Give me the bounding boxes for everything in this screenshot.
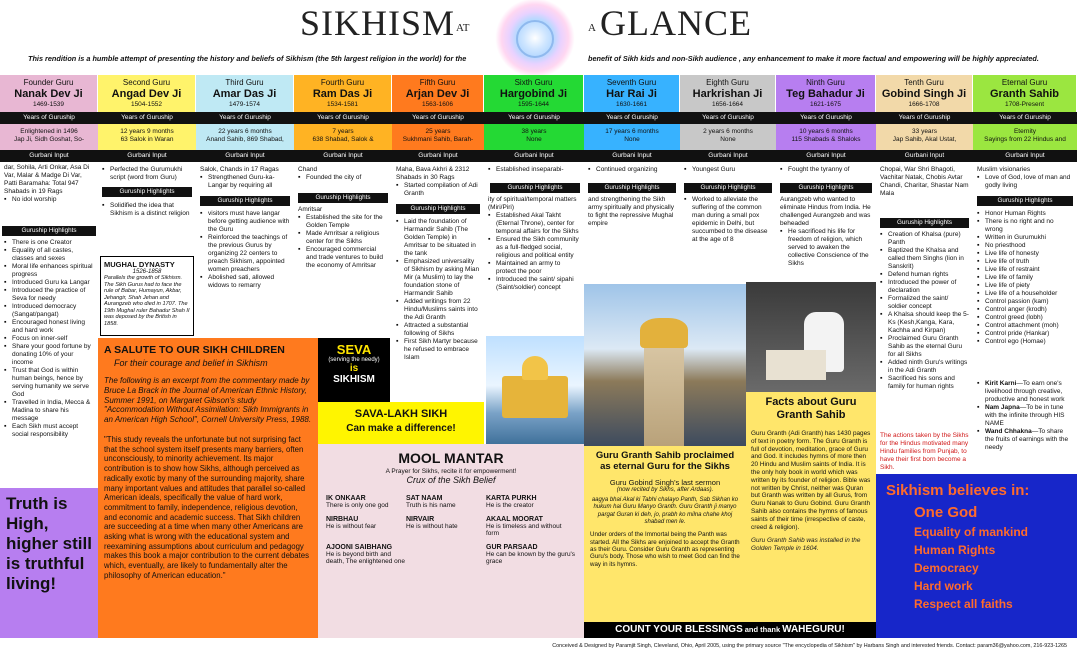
believes-item: Respect all faiths	[914, 597, 1013, 611]
guru-header-4	[294, 75, 392, 112]
col1-highlights	[0, 237, 98, 487]
years-cell: 38 years None	[484, 124, 584, 150]
col6-input: ▪ Established inseparabi-	[484, 164, 584, 182]
years-cell: 7 years 638 Shabad, Salok &	[294, 124, 392, 150]
guru-dates: 1621-1675	[809, 101, 842, 108]
blessings-bar: COUNT YOUR BLESSINGS and thank WAHEGURU!	[584, 622, 876, 638]
guru-dates: 1469-1539	[32, 101, 65, 108]
believes-list	[886, 503, 1067, 613]
highlight-item: ▪ Each Sikh must accept social responsibility	[4, 423, 94, 439]
guru-dates: 1563-1606	[421, 101, 454, 108]
highlight-item: ▪ Focus on inner-self	[4, 335, 94, 343]
highlight-item: ▪ Creation of Khalsa (pure) Panth	[880, 231, 969, 247]
highlight-item: ▪ Equality of all castes, classes and sexes	[4, 247, 94, 263]
highlight-item: ▪ Control attachment (moh)	[977, 322, 1073, 330]
mool-term-title: KARTA PURKH	[486, 495, 537, 502]
col8-highlights-label: Guruship Highlights	[684, 183, 772, 193]
guru-dates: 1656-1664	[711, 101, 744, 108]
guru-name: Angad Dev Ji	[111, 88, 182, 100]
years-cell: 2 years 6 months None	[680, 124, 776, 150]
title-sikhism: SIKHISM	[300, 3, 456, 43]
highlight-item: ▪ Emphasized universality of Sikhism by asking Mian Mir (a Muslim) to lay the foundation stone of Harmandir Sahib	[396, 258, 480, 298]
sermon-title: Guru Gobind Singh's last sermon	[609, 478, 721, 487]
mool-term-desc: He is timeless and without form	[486, 522, 562, 537]
years-label: Years of Guruship	[219, 114, 271, 121]
believes-item: Democracy	[914, 561, 979, 575]
years-cell: Eternity Sayings from 22 Hindus and	[973, 124, 1077, 150]
highlight-item: ▪ Encouraged commercial and trade ventures to build the economy of Amritsar	[298, 246, 388, 270]
years-label: Years of Guruship	[702, 114, 754, 121]
input-label: Gurbani Input	[418, 152, 458, 159]
mool-term-desc: He is beyond birth and death, The enlightened one	[326, 550, 406, 565]
believes-title: Sikhism believes in:	[886, 482, 1030, 499]
input-label: Gurbani Input	[1005, 152, 1045, 159]
mool-term-title: AKAAL MOORAT	[486, 515, 543, 523]
mool-title: MOOL MANTAR	[398, 450, 504, 466]
guru-name: Nanak Dev Ji	[14, 88, 83, 100]
highlight-item: ▪ Proclaimed Guru Granth Sahib as the eternal Guru for all Sikhs	[880, 335, 969, 359]
highlight-item: ▪ Encouraged honest living and hard work	[4, 319, 94, 335]
mool-term	[326, 516, 406, 538]
mool-term-desc: Truth is his name	[406, 502, 456, 509]
col9-highlights: Aurangzeb who wanted to eliminate Hindus from India. He challenged Aurangzeb and was beheaded ▪ He sacrificed his life for freedom of religion, which served to awaken the collective Conscience of the Sikhs	[776, 194, 876, 274]
highlight-item: ▪ No priesthood	[977, 242, 1073, 250]
col2-highlights-label: Guruship Highlights	[102, 187, 192, 197]
col7-highlights: and strengthening the Sikh army spiritually and physically to fight the repressive Mughal empire	[588, 196, 674, 227]
mool-term-desc: He can be known by the guru's grace	[486, 550, 576, 565]
salute-subtitle: For their courage and belief in Sikhism	[114, 358, 268, 368]
seva-sub: (serving the needy)	[328, 357, 380, 363]
years-label: Years of Guruship	[800, 114, 852, 121]
facts-installed: Guru Granth Sahib was installed in the Golden Temple in 1604.	[751, 537, 861, 553]
mool-term	[406, 544, 486, 566]
highlight-item: ▪ Live life of truth	[977, 258, 1073, 266]
guru-ordinal: Sixth Guru	[514, 78, 553, 87]
years-cell: Enlightened in 1496 Jap Ji, Sidh Goshat, So-	[0, 124, 98, 150]
highlight-item: ▪ Reinforced the teachings of the previous Gurus by organizing 22 centers to preach Sikhism, appointed women preachers	[200, 234, 290, 274]
title-a: A	[588, 22, 596, 34]
mool-term-title: IK ONKAAR	[326, 495, 366, 502]
col11-highlights-label: Guruship Highlights	[977, 196, 1073, 206]
mughal-dates: 1526-1858	[132, 269, 162, 275]
col3-input: Salok, Chands in 17 Ragas ▪ Strengthened Guru-ka-Langar by requiring all	[196, 164, 294, 194]
guru-name: Har Rai Ji	[606, 88, 657, 100]
highlight-item: ▪ A Khalsa should keep the 5-Ks (Kesh,Kanga, Kara, Kachha and Kirpan)	[880, 311, 969, 335]
mool-term-title: SAT NAAM	[406, 495, 443, 502]
highlight-item: ▪ There is no right and no wrong	[977, 218, 1073, 234]
mool-term	[406, 495, 486, 510]
guru-ordinal: Eternal Guru	[1001, 78, 1048, 87]
salute-quote: "This study reveals the unfortunate but not surprising fact that the school system itself presents many barriers, often unconsciously, to minority achievement. Its major contribution is to show how Sikhs, although perceived as radically exotic by many of the surrounding majority, share many important values and attitudes that parallel so-called American ideals, specifically the value of hard work, commitment to family, independence, religious devotion, and economic and academic success. That Sikh children are succeeding at a time when many other Americans are asking what is wrong with the educational system and reexamining assumptions about curriculum and pedagogy makes this book a major contribution to the current debates which, eventually, are likely to fundamentally alter the philosophy of American education."	[104, 434, 309, 580]
guru-dates: 1534-1581	[326, 101, 359, 108]
highlight-item: ▪ Live life of family	[977, 274, 1073, 282]
highlight-item: ▪ Established the site for the Golden Temple	[298, 214, 388, 230]
believes-item: Hard work	[914, 579, 973, 593]
mool-term-desc: There is only one god	[326, 502, 389, 509]
golden-temple-photo	[486, 336, 584, 446]
col10-highlights	[876, 229, 973, 429]
band-years	[0, 112, 1077, 124]
col10-input: Chopai, War Shri Bhagoti, Vachitar Natak, Chobis Avtar Chandi, Charitar, Shastar Nam Mala	[880, 166, 969, 197]
highlight-item: ▪ First Sikh Martyr because he refused to embrace Islam	[396, 338, 480, 362]
guru-name: Amar Das Ji	[212, 88, 277, 100]
guru-dates: 1504-1552	[130, 101, 163, 108]
col4-highlights-label: Guruship Highlights	[298, 193, 388, 203]
years-label: Years of Guruship	[317, 114, 369, 121]
col4-highlights: Amritsar ▪ Established the site for the Golden Temple ▪ Made Amritsar a religious center for the Sikhs ▪ Encouraged commercial and trade ventures to build the economy of Amritsar	[294, 204, 392, 324]
col11-kirit: ▪ Kirit Karni—To earn one's livelihood through creative, productive and honest work ▪ Nam Japna—To be in tune with the infinite through HIS NAME ▪ Wand Chhakna—To share the fruits of earnings with the needy	[973, 378, 1077, 468]
mool-terms	[326, 495, 576, 566]
guru-name: Ram Das Ji	[312, 88, 373, 100]
mool-term	[486, 544, 576, 566]
truth-box	[0, 488, 98, 638]
mool-prayer: A Prayer for Sikhs, recite it for empowerment!	[385, 468, 517, 475]
footer: Conceived & Designed by Paramjit Singh, Cleveland, Ohio, April 2005, using the primary source "The encyclopedia of Sikhism" by Harbans Singh and interested friends. Contact: param36@yahoo.com, 216-923-1265	[0, 638, 1077, 656]
col7-highlights-label: Guruship Highlights	[588, 183, 676, 193]
highlight-item: ▪ Control ego (Homae)	[977, 338, 1073, 346]
proclaimed-box	[584, 446, 746, 622]
col9-highlights-label: Guruship Highlights	[780, 183, 872, 193]
mool-term	[326, 544, 406, 566]
highlight-item: ▪ Trust that God is within human beings, hence by serving humanity we serve God	[4, 367, 94, 399]
guru-ordinal: Second Guru	[122, 78, 171, 87]
mool-term	[486, 516, 576, 538]
seva-title: SEVA	[336, 342, 372, 357]
facts-title: Facts about Guru Granth Sahib	[765, 396, 857, 421]
guru-name: Gobind Singh Ji	[881, 88, 967, 100]
salute-title: A SALUTE TO OUR SIKH CHILDREN	[104, 344, 285, 356]
band-input	[0, 150, 1077, 162]
savalakh-title: SAVA-LAKH SIKH	[354, 408, 448, 420]
guru-ordinal: Third Guru	[225, 78, 264, 87]
guru-name: Granth Sahib	[989, 88, 1060, 100]
guru-header-2	[98, 75, 196, 112]
input-label: Gurbani Input	[29, 152, 69, 159]
col2-highlights: ▪ Solidified the idea that Sikhism is a distinct religion	[98, 200, 196, 248]
col9-input: ▪ Fought the tyranny of	[776, 164, 876, 182]
guru-ordinal: Seventh Guru	[606, 78, 657, 87]
highlight-item: ▪ Established Akal Takht (Eternal Throne), center for temporal affairs for the Sikhs	[488, 212, 580, 236]
facts-box	[746, 392, 876, 622]
input-label: Gurbani Input	[323, 152, 363, 159]
col6-highlights-label: Guruship Highlights	[490, 183, 580, 193]
col3-highlights	[196, 208, 294, 308]
mool-term	[486, 495, 576, 510]
guru-name: Arjan Dev Ji	[405, 88, 470, 100]
guru-header-11	[973, 75, 1077, 112]
mool-term-title: NIRVAIR	[406, 515, 435, 523]
col10-highlights-label: Guruship Highlights	[880, 218, 969, 228]
mughal-text: Parallels the growth of Sikhism. The Sikh Gurus had to face the rule of Babar, Humayun, Akbar, Jehangir, Shah Jehan and Aurangzeb who died in 1707. The 19th Mughal ruler Bahadur Shah II was deposed by the British in 1858.	[104, 275, 190, 327]
years-label: Years of Guruship	[999, 114, 1051, 121]
guru-header-10	[876, 75, 973, 112]
years-cell: 25 years Sukhmani Sahib, Barah-	[392, 124, 484, 150]
input-label: Gurbani Input	[225, 152, 265, 159]
sermon-sub: (now recited by Sikhs, after Ardaas).	[616, 487, 714, 493]
guru-name: Teg Bahadur Ji	[786, 88, 865, 100]
col5-highlights	[392, 216, 484, 376]
col4-input: Chand ▪ Founded the city of	[294, 164, 392, 192]
highlight-item: ▪ Live life of a householder	[977, 290, 1073, 298]
highlight-item: ▪ visitors must have langar before getting audience with the Guru	[200, 210, 290, 234]
mughal-dynasty-box	[100, 256, 194, 336]
guru-header-5	[392, 75, 484, 112]
granth-reader-photo	[746, 282, 876, 392]
highlight-item: ▪ Baptized the Khalsa and called them Singhs (lion in Sanskrit)	[880, 247, 969, 271]
guru-dates: 1479-1574	[228, 101, 261, 108]
highlight-item: ▪ Written in Gurumukhi	[977, 234, 1073, 242]
col8-highlights: ▪ Worked to alleviate the suffering of the common man during a small pox epidemic in Delhi, but succumbed to the disease at the age of 8	[680, 194, 776, 254]
salute-excerpt: The following is an excerpt from the commentary made by Bruce La Brack in the Journal of American Ethnic History, Summer 1991, on Margaret Gibson's study "Accommodation Without Assimilation: Sikh Immigrants in an American High School", Cornell University Press, 1988.	[104, 376, 312, 425]
highlight-item: ▪ Travelled in India, Mecca & Madina to share his message	[4, 399, 94, 423]
years-label: Years of Guruship	[23, 114, 75, 121]
highlight-item: ▪ Live life of piety	[977, 282, 1073, 290]
years-label: Years of Guruship	[508, 114, 560, 121]
years-label: Years of Guruship	[898, 114, 951, 121]
mool-mantar-box	[318, 444, 584, 638]
guru-ordinal: Fourth Guru	[320, 78, 365, 87]
mool-term-title: AJOONI SAIBHANG	[326, 543, 393, 551]
highlight-item: ▪ Control anger (krodh)	[977, 306, 1073, 314]
highlight-item: ▪ Attracted a substantial following of Sikhs	[396, 322, 480, 338]
guru-ordinal: Eighth Guru	[706, 78, 749, 87]
years-cell: 22 years 6 months Anand Sahib, 869 Shabad,	[196, 124, 294, 150]
years-cell: 17 years 6 months None	[584, 124, 680, 150]
input-label: Gurbani Input	[806, 152, 846, 159]
highlight-item: ▪ Introduced the saint/ sipahi (Saint/soldier) concept	[488, 276, 580, 292]
input-label: Gurbani Input	[708, 152, 748, 159]
seva-box	[318, 338, 390, 402]
years-cell: 33 years Jap Sahib, Akal Ustat,	[876, 124, 973, 150]
col8-input: ▪ Youngest Guru	[680, 164, 776, 182]
guru-header-1	[0, 75, 98, 112]
savalakh-sub: Can make a difference!	[346, 423, 456, 434]
col7-input: ▪ Continued organizing	[584, 164, 680, 182]
mughal-title: MUGHAL DYNASTY	[104, 260, 175, 269]
title-glance: GLANCE	[600, 3, 752, 43]
col5-highlights-label: Guruship Highlights	[396, 204, 480, 214]
highlight-item: ▪ Laid the foundation of Harmandir Sahib (The Golden Temple) in Amritsar to be situated in the tank	[396, 218, 480, 258]
years-cell: 12 years 9 months 63 Salok in Waran	[98, 124, 196, 150]
highlight-item: ▪ Control pride (Hankar)	[977, 330, 1073, 338]
guru-header-7	[584, 75, 680, 112]
believes-item: Equality of mankind	[914, 525, 1029, 539]
highlight-item: ▪ Control greed (lobh)	[977, 314, 1073, 322]
col1-input: dar, Sohila, Arti Onkar, Asa Di Var, Malar & Madge Di Var, Patti Baramaha: Total 947 Shabads in 19 Rags ▪ No idol worship	[0, 162, 98, 220]
col11-input: Muslim visionaries ▪ Love of God, love of man and godly living	[973, 164, 1077, 194]
highlight-item: ▪ Added writings from 22 Hindu/Muslims saints into the Adi Granth	[396, 298, 480, 322]
highlight-item: ▪ Ensured the Sikh community as a full-fledged social, religious and political entity	[488, 236, 580, 260]
col3-highlights-label: Guruship Highlights	[200, 196, 290, 206]
guru-ordinal: Ninth Guru	[806, 78, 845, 87]
years-label: Years of Guruship	[606, 114, 658, 121]
col10-red-note: The actions taken by the Sikhs for the Hindus motivated many Hindu families from Punjab, to have their first born become a Sikh.	[880, 432, 969, 471]
highlight-item: ▪ Introduced the power of declaration	[880, 279, 969, 295]
facts-body: Guru Granth (Adi Granth) has 1430 pages of text in poetry form. The Guru Granth is full of devotion, meditation, grace of Guru and God. It includes hymns of more then 20 Hindu and Muslim saints of India. It is the only holy book in world which was written by its founder of religion. Bible was not written by Christ, neither was Quran but Granth was written by all Gurus, from Guru Nanak to Guru Gobind. Guru Granth Sahib also contains the hymns of famous saints of their time (irrespective of caste, creed & religion).	[751, 430, 871, 531]
seva-sikhism: SIKHISM	[333, 374, 375, 385]
seva-is: is	[349, 363, 359, 374]
believes-item: One God	[914, 504, 978, 521]
proclaimed-title: Guru Granth Sahib proclaimed as eternal Guru for the Sikhs	[595, 450, 735, 472]
highlight-item: ▪ Abolished sati, allowed widows to remarry	[200, 274, 290, 290]
guru-ordinal: Tenth Guru	[904, 78, 944, 87]
mandala-emblem-image	[486, 0, 584, 76]
guru-name: Hargobind Ji	[499, 88, 568, 100]
highlight-item: ▪ Defend human rights	[880, 271, 969, 279]
mool-term-desc: He is the creator	[486, 502, 534, 509]
guru-dates: 1666-1708	[908, 101, 940, 108]
input-label: Gurbani Input	[127, 152, 167, 159]
salute-box	[98, 338, 318, 638]
golden-temple-causeway-photo	[584, 284, 746, 446]
input-label: Gurbani Input	[904, 152, 945, 159]
highlight-item: ▪ Introduced Guru ka Langar	[4, 279, 94, 287]
mool-term-desc: He is without fear	[326, 522, 377, 530]
col1-highlights-label: Guruship Highlights	[2, 226, 96, 236]
mool-term	[326, 495, 406, 510]
highlight-item: ▪ Formalized the saint/ soldier concept	[880, 295, 969, 311]
highlight-item: ▪ Share your good fortune by donating 10% of your income	[4, 343, 94, 367]
believes-item: Human Rights	[914, 543, 996, 557]
sermon-verse: aagya bhai Akal ki Tabhi chalayo Panth, Sab Sikhan ko hukum hai Guru Manyo Granth. Guru Granth ji manyo pargat Guran ki deh, jo, prabh ko milna chahe khoj shabad men le.	[591, 497, 739, 525]
guru-header-8	[680, 75, 776, 112]
highlight-item: ▪ Maintained an army to protect the poor	[488, 260, 580, 276]
highlight-item: ▪ Live life of honesty	[977, 250, 1073, 258]
highlight-item: ▪ Honor Human Rights	[977, 210, 1073, 218]
mool-term-desc: He is without hate	[406, 522, 458, 530]
highlight-item: ▪ Sacrificed his sons and family for human rights	[880, 375, 969, 391]
guru-header-3	[196, 75, 294, 112]
highlight-item: ▪ Introduced the practice of Seva for needy	[4, 287, 94, 303]
col6-highlights: ity of spiritual/temporal matters (Miri/Piri) ▪ Established Akal Takht (Eternal Throne), center for temporal affairs for the Sikhs ▪ Ensured the Sikh community as a full-fledged social, religious and political entity ▪ Maintained an army to protect the poor ▪ Introduced the saint/ sipahi (Saint/soldier) concept	[484, 194, 584, 334]
mool-crux: Crux of the Sikh Belief	[406, 475, 496, 485]
guru-name: Harkrishan Ji	[692, 88, 763, 100]
intro-text-right: benefit of Sikh kids and non-Sikh audience , any enhancement to make it more factual and empowering will be highly appreciated.	[588, 54, 1039, 63]
col5-input: Maha, Bava Akhri & 2312 Shabads in 30 Rags ▪ Started compilation of Adi Granth	[392, 164, 484, 204]
guru-dates: 1630-1661	[615, 101, 648, 108]
title-at: AT	[456, 22, 470, 34]
guru-header-6	[484, 75, 584, 112]
guru-ordinal: Founder Guru	[23, 78, 74, 87]
col11-highlights	[973, 208, 1077, 378]
highlight-item: ▪ Added ninth Guru's writings in the Adi Granth	[880, 359, 969, 375]
guru-ordinal: Fifth Guru	[419, 78, 456, 87]
highlight-item: ▪ Moral life enhances spiritual progress	[4, 263, 94, 279]
mool-term-title: NIRBHAU	[326, 515, 359, 523]
savalakh-box	[318, 402, 484, 444]
input-label: Gurbani Input	[612, 152, 652, 159]
mool-term-title: GUR PARSAAD	[486, 543, 538, 551]
highlight-item: ▪ Control passion (kam)	[977, 298, 1073, 306]
intro-text-left: This rendition is a humble attempt of presenting the history and beliefs of Sikhism (the 5th largest religion in the world) for the	[28, 54, 467, 63]
highlight-item: ▪ Introduced democracy (Sangat/pangat)	[4, 303, 94, 319]
years-label: Years of Guruship	[412, 114, 464, 121]
guru-dates: 1708-Present	[1004, 101, 1045, 108]
col2-input: ▪ Perfected the Gurumukhi script (word from Guru)	[98, 164, 196, 186]
years-label: Years of Guruship	[121, 114, 173, 121]
guru-dates: 1595-1644	[517, 101, 550, 108]
truth-text: Truth is High, higher still is truthful living!	[6, 494, 92, 593]
highlight-item: ▪ There is one Creator	[4, 239, 94, 247]
mool-term	[406, 516, 486, 538]
years-cell: 10 years 6 months 115 Shabads & Shaloks	[776, 124, 876, 150]
proclaimed-body: Under orders of the Immortal being the Panth was started. All the Sikhs are enjoined to accept the Granth as their Guru. Consider Guru Granth as representing Guru's body. Those who wish to meet God can find the way in its hymns.	[590, 531, 740, 568]
guru-header-9	[776, 75, 876, 112]
highlight-item: ▪ Live life of restraint	[977, 266, 1073, 274]
believes-box	[876, 474, 1077, 638]
input-label: Gurbani Input	[514, 152, 554, 159]
highlight-item: ▪ Made Amritsar a religious center for the Sikhs	[298, 230, 388, 246]
